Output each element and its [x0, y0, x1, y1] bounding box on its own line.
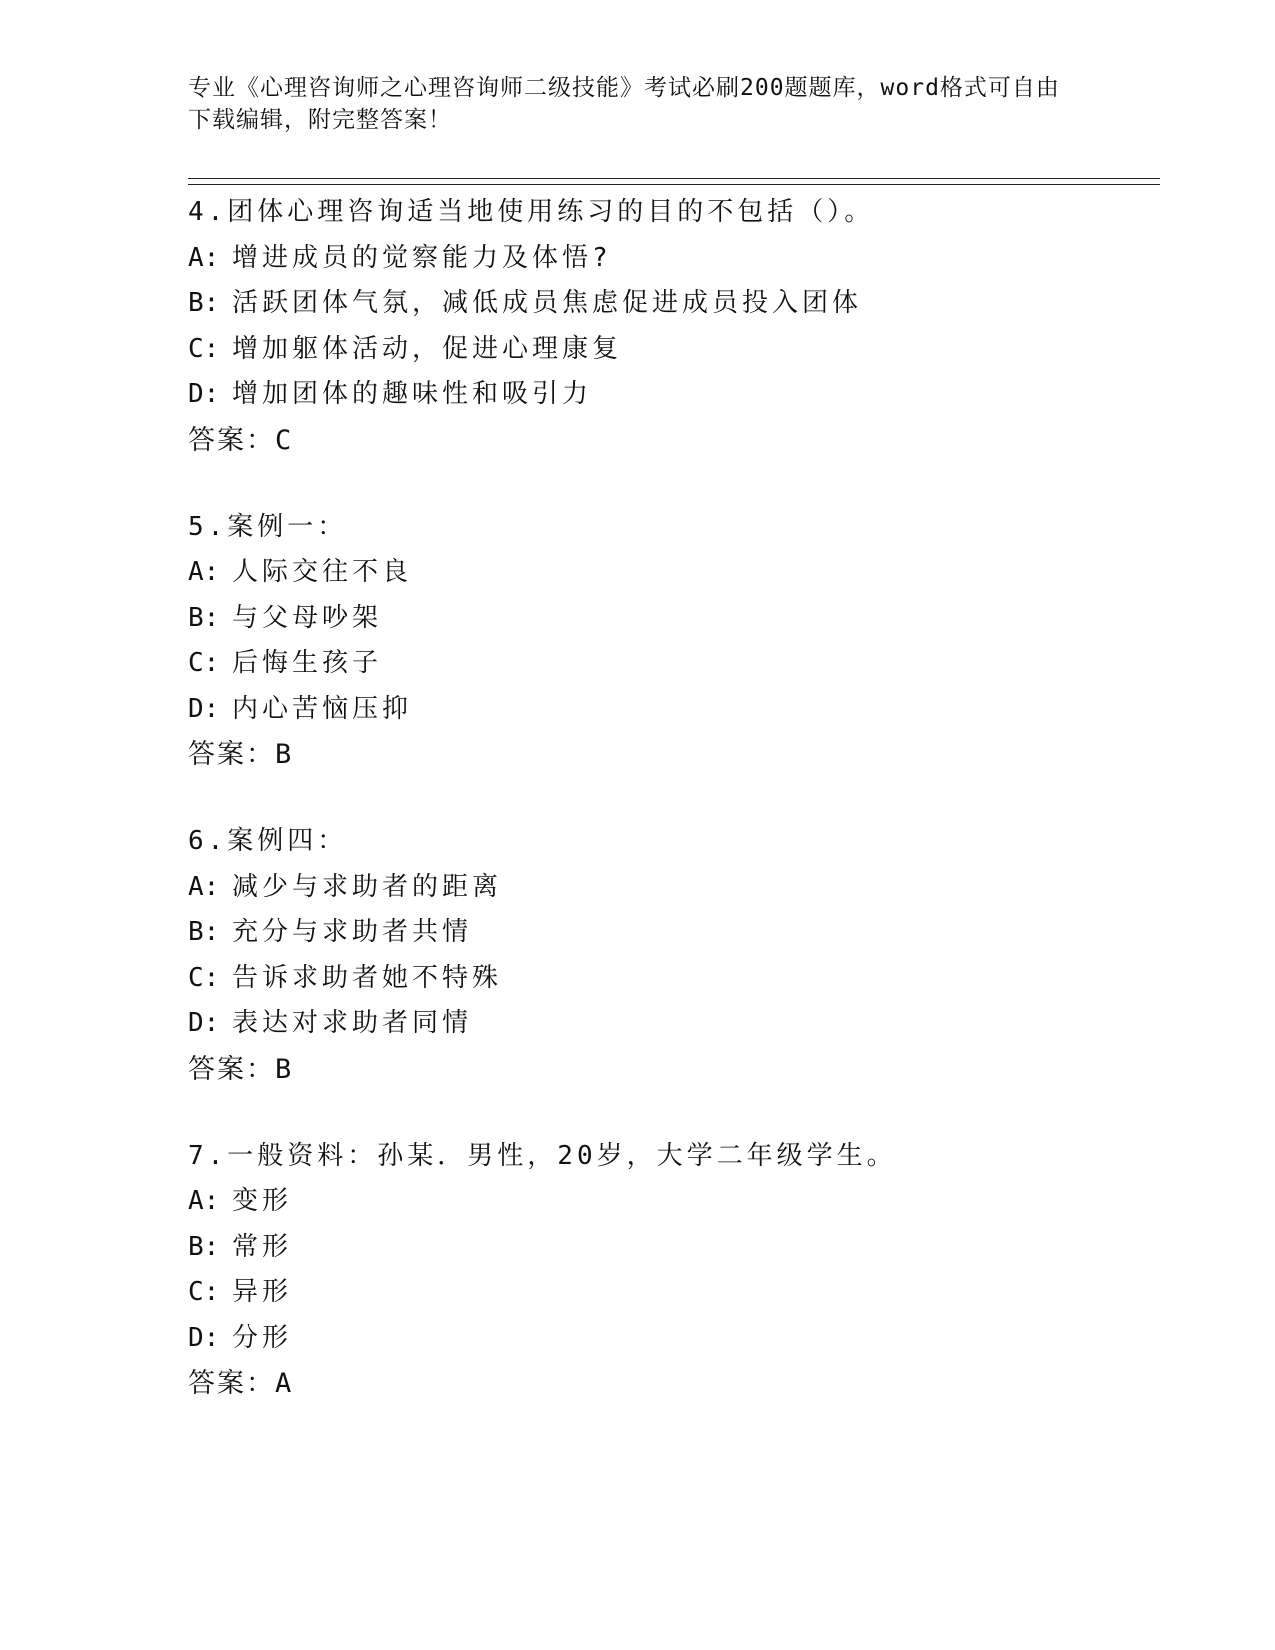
- option-c: [188, 641, 1138, 687]
- option-d: [188, 1316, 1138, 1362]
- option-text: 增进成员的觉察能力及体悟?: [232, 242, 612, 273]
- option-c: [188, 1270, 1138, 1316]
- question-6: [188, 819, 1138, 1093]
- question-5: [188, 505, 1138, 779]
- option-text: 增加团体的趣味性和吸引力: [232, 379, 593, 409]
- question-7: [188, 1134, 1138, 1408]
- answer-line: 答案：A: [188, 1368, 294, 1399]
- option-label: A:: [188, 1186, 220, 1216]
- option-text: 表达对求助者同情: [232, 1008, 473, 1038]
- header-divider-bottom: [188, 184, 1160, 185]
- option-c: [188, 327, 1138, 373]
- question-4: [188, 190, 1138, 464]
- option-label: A:: [188, 557, 220, 587]
- option-label: D:: [188, 1008, 220, 1038]
- answer-line: 答案：B: [188, 739, 294, 770]
- option-label: C:: [188, 1277, 220, 1307]
- question-stem: 6.案例四：: [188, 826, 348, 856]
- option-text: 与父母吵架: [232, 602, 383, 633]
- question-list: [188, 190, 1138, 1448]
- option-text: 变形: [232, 1186, 293, 1216]
- option-label: A:: [188, 871, 220, 902]
- option-a: [188, 550, 1138, 596]
- question-stem: 5.案例一：: [188, 511, 348, 542]
- option-b: [188, 281, 1138, 327]
- document-header: 专业《心理咨询师之心理咨询师二级技能》考试必刷200题题库，word格式可自由下载编辑，附完整答案！: [188, 75, 1060, 133]
- option-label: D:: [188, 1322, 220, 1353]
- option-a: [188, 236, 1138, 282]
- option-text: 分形: [232, 1322, 293, 1353]
- option-a: [188, 1179, 1138, 1225]
- option-text: 人际交往不良: [232, 557, 413, 587]
- option-label: C:: [188, 962, 220, 993]
- question-stem: 4.团体心理咨询适当地使用练习的目的不包括（）。: [188, 197, 875, 227]
- option-text: 告诉求助者她不特殊: [232, 962, 503, 993]
- option-label: B:: [188, 917, 220, 947]
- option-d: [188, 1001, 1138, 1047]
- option-text: 充分与求助者共情: [232, 917, 473, 947]
- option-a: [188, 865, 1138, 911]
- answer-line: 答案：C: [188, 424, 294, 456]
- option-text: 后悔生孩子: [232, 648, 383, 678]
- option-label: B:: [188, 1231, 220, 1262]
- option-d: [188, 687, 1138, 733]
- option-b: [188, 596, 1138, 642]
- option-text: 内心苦恼压抑: [232, 693, 413, 724]
- option-label: B:: [188, 602, 220, 633]
- option-label: A:: [188, 242, 220, 273]
- option-text: 常形: [232, 1231, 293, 1262]
- option-label: B:: [188, 288, 220, 318]
- option-b: [188, 1225, 1138, 1271]
- option-c: [188, 956, 1138, 1002]
- option-text: 异形: [232, 1277, 293, 1307]
- option-label: C:: [188, 333, 220, 364]
- option-text: 减少与求助者的距离: [232, 871, 503, 902]
- option-text: 增加躯体活动，促进心理康复: [232, 333, 623, 364]
- question-stem: 7.一般资料：孙某．男性，20岁，大学二年级学生。: [188, 1140, 897, 1171]
- option-text: 活跃团体气氛，减低成员焦虑促进成员投入团体: [232, 288, 863, 318]
- option-label: C:: [188, 648, 220, 678]
- option-d: [188, 372, 1138, 418]
- option-label: D:: [188, 693, 220, 724]
- header-divider-top: [188, 178, 1160, 179]
- option-label: D:: [188, 379, 220, 409]
- option-b: [188, 910, 1138, 956]
- answer-line: 答案：B: [188, 1053, 294, 1085]
